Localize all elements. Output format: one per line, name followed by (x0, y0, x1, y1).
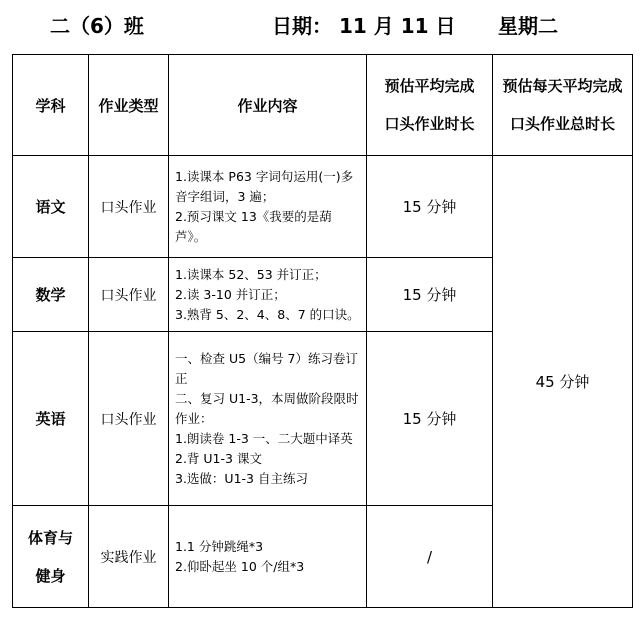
weekday-label: 星期二 (498, 14, 558, 38)
subject-label: 健身 (35, 566, 66, 585)
type-cell: 口头作业 (89, 156, 169, 258)
homework-table (12, 54, 633, 608)
table-header-row (13, 55, 633, 156)
content-cell (169, 258, 367, 332)
content-line: 1.1 分钟跳绳*3 (175, 538, 264, 554)
type-cell: 口头作业 (89, 332, 169, 506)
daily-total-cell: 45 分钟 (493, 156, 633, 608)
content-line: 1.读课本 P63 字词句运用(一)多音字组词，3 遍； (175, 168, 354, 204)
content-line: 1.朗读卷 1-3 一、二大题中译英 (175, 430, 353, 446)
time-cell: / (367, 506, 493, 608)
subject-cell (13, 258, 89, 332)
subject-label: 英语 (35, 410, 66, 428)
content-line: 2.预习课文 13《我要的是葫芦》。 (175, 208, 332, 244)
subject-label: 体育与 (27, 528, 73, 547)
time-cell: 15 分钟 (367, 332, 493, 506)
subject-label: 数学 (35, 286, 66, 304)
content-line: 2.读 3-10 并订正； (175, 286, 286, 302)
time-cell: 15 分钟 (367, 258, 493, 332)
class-label: 二（6）班 (50, 14, 144, 38)
content-cell (169, 332, 367, 506)
subject-cell (13, 506, 89, 608)
content-line: 1.读课本 52、53 并订正； (175, 266, 327, 282)
header-daily-total-line1: 预估每天平均完成 (502, 77, 623, 95)
content-cell (169, 156, 367, 258)
header-type: 作业类型 (89, 55, 169, 156)
header-avg-time (367, 55, 493, 156)
header-subject: 学科 (13, 55, 89, 156)
header-daily-total-line2: 口头作业总时长 (509, 115, 615, 133)
header-avg-time-line2: 口头作业时长 (384, 115, 475, 133)
content-line: 一、检查 U5（编号 7）练习卷订正 (175, 350, 359, 386)
page-header (0, 6, 644, 42)
type-cell: 口头作业 (89, 258, 169, 332)
type-cell: 实践作业 (89, 506, 169, 608)
header-content: 作业内容 (169, 55, 367, 156)
content-line: 3.熟背 5、2、4、8、7 的口诀。 (175, 306, 360, 322)
content-line: 2.背 U1-3 课文 (175, 450, 262, 466)
content-line: 二、复习 U1-3，本周做阶段限时作业： (175, 390, 359, 426)
time-cell: 15 分钟 (367, 156, 493, 258)
header-daily-total (493, 55, 633, 156)
content-line: 3.选做：U1-3 自主练习 (175, 470, 308, 486)
table-row (13, 156, 633, 258)
subject-cell (13, 332, 89, 506)
content-line: 2.仰卧起坐 10 个/组*3 (175, 558, 305, 574)
subject-label: 语文 (35, 198, 66, 216)
content-cell (169, 506, 367, 608)
header-avg-time-line1: 预估平均完成 (384, 77, 475, 95)
date-label: 日期： 11 月 11 日 (272, 14, 456, 38)
subject-cell (13, 156, 89, 258)
